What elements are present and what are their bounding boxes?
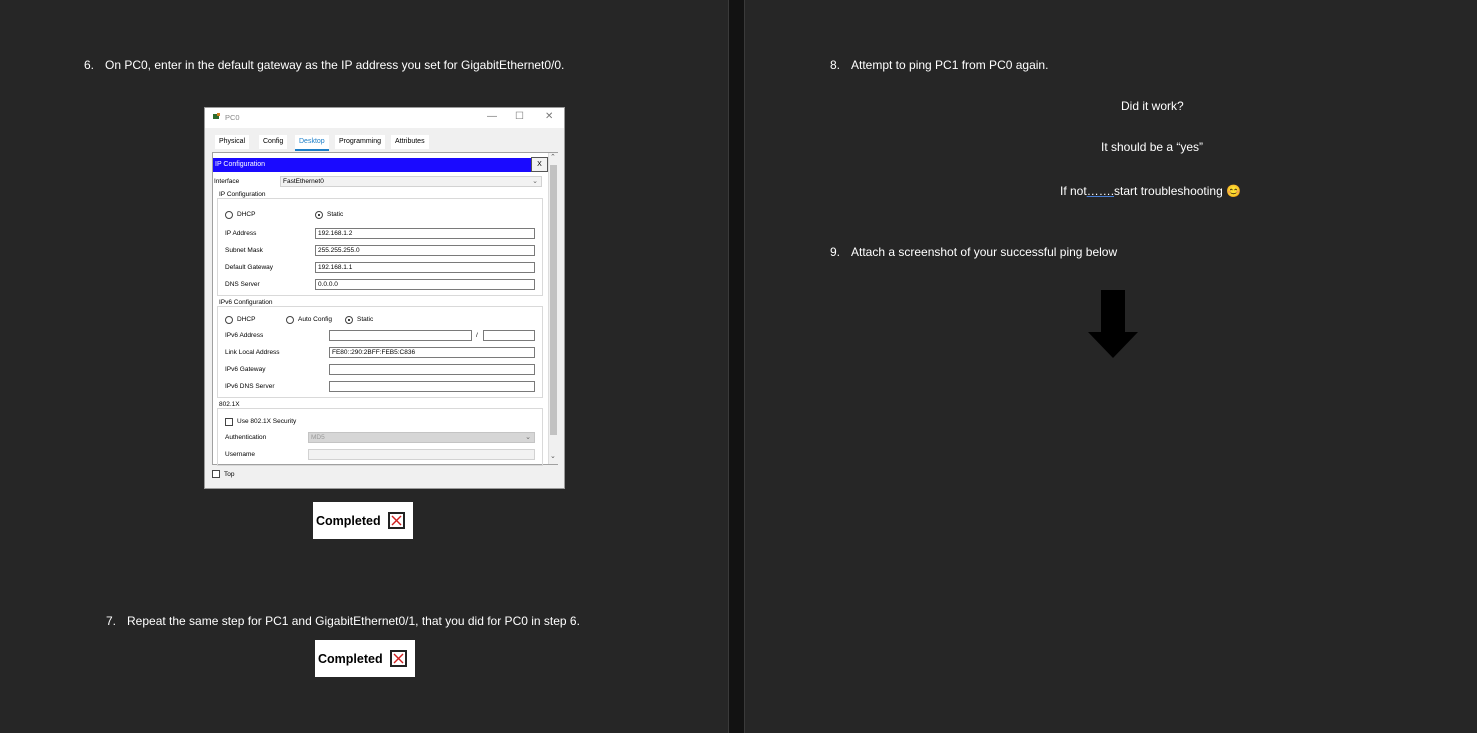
tab-attributes[interactable]: Attributes <box>391 135 429 149</box>
checkbox-x-icon[interactable] <box>388 512 405 529</box>
dot1x-group-label: 802.1X <box>219 401 240 408</box>
window-title: PC0 <box>225 113 240 122</box>
tab-physical[interactable]: Physical <box>215 135 249 149</box>
ip-config-panel <box>212 152 558 465</box>
interface-value: FastEthernet0 <box>283 178 324 185</box>
window-titlebar <box>205 108 564 128</box>
completed-label-2: Completed <box>318 651 383 666</box>
ipv6-dhcp-radio[interactable] <box>225 316 233 324</box>
step-7: 7. Repeat the same step for PC1 and GigabitEthernet0/1, that you did for PC0 in step 6. <box>106 614 580 628</box>
tab-desktop[interactable]: Desktop <box>295 135 329 151</box>
ipv6-auto-label: Auto Config <box>298 316 332 323</box>
subnet-mask-label: Subnet Mask <box>225 247 263 254</box>
ip-address-field[interactable]: 192.168.1.2 <box>315 228 535 239</box>
checkbox-x-icon[interactable] <box>390 650 407 667</box>
ipv6-static-radio[interactable] <box>345 316 353 324</box>
link-local-label: Link Local Address <box>225 349 280 356</box>
close-icon[interactable]: ✕ <box>545 111 554 122</box>
ipv6-dhcp-label: DHCP <box>237 316 256 323</box>
completed-badge-1 <box>313 502 413 539</box>
ipv6-auto-radio[interactable] <box>286 316 294 324</box>
dots: ……. <box>1086 184 1115 198</box>
authentication-value: MD5 <box>311 434 325 441</box>
authentication-select[interactable] <box>308 432 535 443</box>
note-should-be-yes: It should be a “yes” <box>1101 140 1204 154</box>
step-8: 8. Attempt to ping PC1 from PC0 again. <box>830 58 1049 72</box>
ipv6-gateway-field[interactable] <box>329 364 535 375</box>
prefix-slash: / <box>476 332 478 339</box>
right-page <box>745 0 1477 733</box>
ipv6-dns-field[interactable] <box>329 381 535 392</box>
down-arrow-icon <box>1088 290 1138 358</box>
dot1x-use-label: Use 802.1X Security <box>237 418 297 425</box>
ipv4-dhcp-label: DHCP <box>237 211 256 218</box>
username-field[interactable] <box>308 449 535 460</box>
top-label: Top <box>224 471 235 478</box>
note-troubleshoot: If not…….start troubleshooting 😊 <box>1060 184 1242 198</box>
ipv4-static-radio[interactable] <box>315 211 323 219</box>
maximize-icon[interactable]: ☐ <box>515 111 524 122</box>
ipv6-address-field[interactable] <box>329 330 472 341</box>
completed-badge-2 <box>315 640 415 677</box>
default-gateway-field[interactable]: 192.168.1.1 <box>315 262 535 273</box>
ipv6-gateway-label: IPv6 Gateway <box>225 366 266 373</box>
ipv6-address-label: IPv6 Address <box>225 332 264 339</box>
subnet-mask-field[interactable]: 255.255.255.0 <box>315 245 535 256</box>
minimize-icon[interactable]: — <box>487 111 497 122</box>
interface-select[interactable] <box>280 176 542 187</box>
dns-server-field[interactable]: 0.0.0.0 <box>315 279 535 290</box>
ipv6-group-label: IPv6 Configuration <box>219 299 273 306</box>
step-6: 6. On PC0, enter in the default gateway as the IP address you set for GigabitEthernet0/0. <box>84 58 565 72</box>
ipv4-dhcp-radio[interactable] <box>225 211 233 219</box>
pc0-window <box>204 107 565 489</box>
chevron-down-icon[interactable]: ⌄ <box>550 453 556 460</box>
chevron-down-icon: ⌄ <box>532 178 538 185</box>
ip-address-label: IP Address <box>225 230 257 237</box>
link-local-field[interactable]: FE80::290:2BFF:FEB5:C836 <box>329 347 535 358</box>
top-checkbox[interactable] <box>212 470 220 478</box>
step-9: 9. Attach a screenshot of your successful ping below <box>830 245 1118 259</box>
dns-server-label: DNS Server <box>225 281 260 288</box>
page-gutter <box>728 0 745 733</box>
app-icon <box>212 112 222 122</box>
ipv6-prefix-field[interactable] <box>483 330 535 341</box>
ipv6-dns-label: IPv6 DNS Server <box>225 383 275 390</box>
ipv4-static-label: Static <box>327 211 344 218</box>
default-gateway-label: Default Gateway <box>225 264 274 271</box>
panel-close-button[interactable]: X <box>531 157 548 172</box>
username-label: Username <box>225 451 255 458</box>
ipv4-group-label: IP Configuration <box>219 191 266 198</box>
dot1x-checkbox[interactable] <box>225 418 233 426</box>
scrollbar-thumb[interactable] <box>550 165 557 435</box>
tab-programming[interactable]: Programming <box>335 135 385 149</box>
chevron-up-icon[interactable]: ⌃ <box>550 154 556 161</box>
ip-config-header: IP Configuration <box>213 158 531 172</box>
question-did-it-work: Did it work? <box>1121 99 1184 113</box>
ipv6-static-label: Static <box>357 316 374 323</box>
chevron-down-icon: ⌄ <box>525 434 531 441</box>
panel-scrollbar[interactable] <box>548 153 559 464</box>
authentication-label: Authentication <box>225 434 267 441</box>
interface-label: Interface <box>214 178 240 185</box>
smile-icon: 😊 <box>1226 184 1242 198</box>
completed-label-1: Completed <box>316 513 381 528</box>
left-page <box>0 0 728 733</box>
tab-config[interactable]: Config <box>259 135 287 149</box>
